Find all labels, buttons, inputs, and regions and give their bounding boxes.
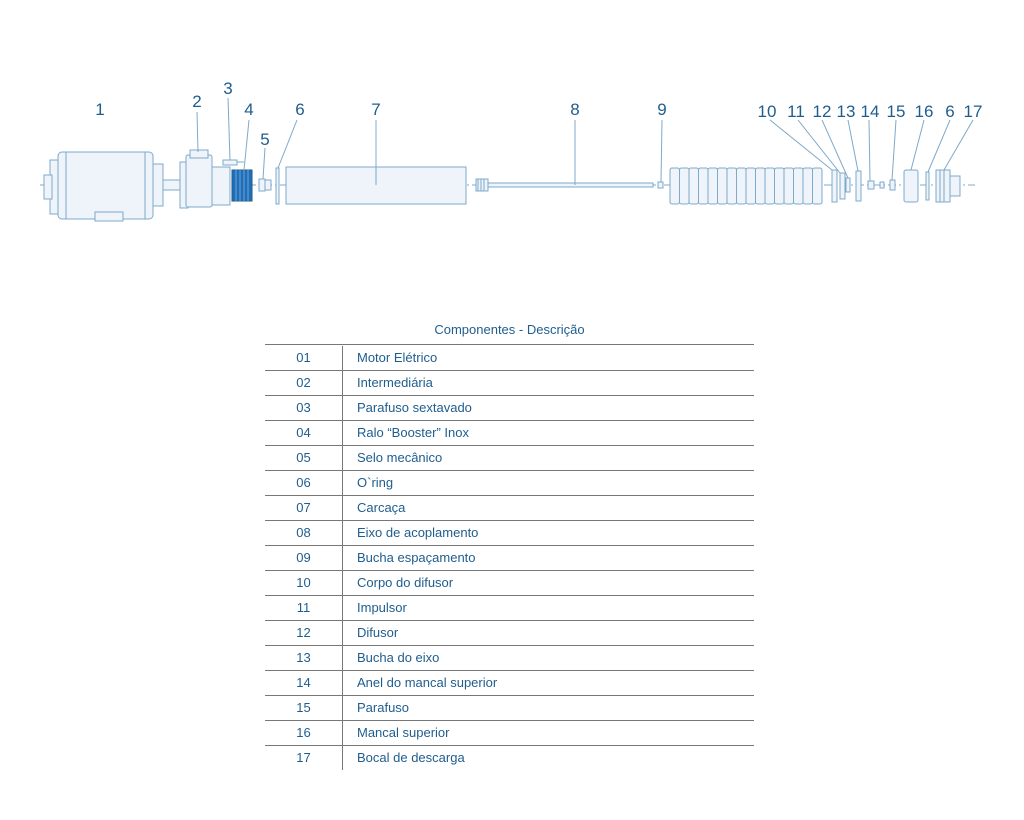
stage-ring xyxy=(765,168,775,204)
component-description: Parafuso xyxy=(343,695,755,720)
component-description: Bucha espaçamento xyxy=(343,545,755,570)
part-motor xyxy=(44,152,181,221)
callout-4: 4 xyxy=(244,100,254,119)
component-code: 05 xyxy=(265,445,343,470)
part-intermediaria xyxy=(180,150,230,208)
part-small-components xyxy=(832,170,895,202)
component-description: Parafuso sextavado xyxy=(343,395,755,420)
component-description: Carcaça xyxy=(343,495,755,520)
components-table-body xyxy=(265,346,754,770)
callout-15: 15 xyxy=(886,102,906,121)
table-row xyxy=(265,645,754,670)
callout-12: 12 xyxy=(812,102,832,121)
component-code: 14 xyxy=(265,670,343,695)
component-code: 16 xyxy=(265,720,343,745)
table-row xyxy=(265,595,754,620)
stage-ring xyxy=(746,168,756,204)
components-table-section xyxy=(265,318,754,770)
callout-1: 1 xyxy=(95,100,105,119)
component-code: 06 xyxy=(265,470,343,495)
component-description: Motor Elétrico xyxy=(343,346,755,371)
component-description: Bucha do eixo xyxy=(343,645,755,670)
diagram-drawing xyxy=(0,0,1024,270)
component-description: Mancal superior xyxy=(343,720,755,745)
component-description: Corpo do difusor xyxy=(343,570,755,595)
callout-8: 8 xyxy=(570,100,580,119)
component-code: 01 xyxy=(265,346,343,371)
callout-2: 2 xyxy=(192,92,202,111)
table-row xyxy=(265,370,754,395)
callout-11: 11 xyxy=(787,102,805,121)
table-row xyxy=(265,346,754,371)
table-row xyxy=(265,520,754,545)
stage-ring xyxy=(737,168,747,204)
component-code: 17 xyxy=(265,745,343,770)
components-table xyxy=(265,344,754,770)
component-code: 03 xyxy=(265,395,343,420)
component-description: Bocal de descarga xyxy=(357,750,465,765)
stage-ring xyxy=(794,168,804,204)
component-code: 07 xyxy=(265,495,343,520)
stage-ring xyxy=(670,168,680,204)
stage-ring xyxy=(803,168,813,204)
component-code: 12 xyxy=(265,620,343,645)
table-caption: Componentes - Descrição xyxy=(434,322,585,337)
part-bucha-espacamento xyxy=(658,182,663,188)
table-row xyxy=(265,570,754,595)
callout-10: 10 xyxy=(757,102,777,121)
table-row xyxy=(265,670,754,695)
exploded-pump-diagram xyxy=(0,0,1024,270)
component-description: Ralo “Booster” Inox xyxy=(343,420,755,445)
callout-7: 7 xyxy=(371,100,381,119)
callout-13: 13 xyxy=(836,102,856,121)
stage-ring xyxy=(813,168,823,204)
stage-ring xyxy=(689,168,699,204)
callout-14: 14 xyxy=(860,102,880,121)
part-stack xyxy=(670,168,822,204)
part-parafuso-sextavado xyxy=(223,160,244,165)
table-row xyxy=(265,620,754,645)
part-oring xyxy=(276,168,279,204)
part-mancal-superior xyxy=(904,170,918,202)
component-description: Eixo de acoplamento xyxy=(343,520,755,545)
part-eixo xyxy=(476,179,653,191)
component-description: O`ring xyxy=(343,470,755,495)
table-row xyxy=(265,445,754,470)
part-ralo-booster xyxy=(232,170,252,201)
component-code: 04 xyxy=(265,420,343,445)
callout-3: 3 xyxy=(223,79,233,98)
component-description: Intermediária xyxy=(343,370,755,395)
stage-ring xyxy=(784,168,794,204)
component-description: Selo mecânico xyxy=(343,445,755,470)
stage-ring xyxy=(680,168,690,204)
stage-ring xyxy=(718,168,728,204)
table-row xyxy=(265,745,754,770)
component-code: 11 xyxy=(265,595,343,620)
table-row xyxy=(265,695,754,720)
callout-16: 16 xyxy=(914,102,934,121)
component-code: 02 xyxy=(265,370,343,395)
callout-6b: 6 xyxy=(945,102,955,121)
callout-5: 5 xyxy=(260,130,270,149)
part-bocal-descarga xyxy=(936,170,960,202)
stage-ring xyxy=(699,168,709,204)
component-description: Impulsor xyxy=(343,595,755,620)
callout-17: 17 xyxy=(963,102,983,121)
part-selo-mecanico xyxy=(259,179,271,191)
table-row xyxy=(265,545,754,570)
table-row xyxy=(265,395,754,420)
table-row xyxy=(265,470,754,495)
component-code: 09 xyxy=(265,545,343,570)
component-code: 15 xyxy=(265,695,343,720)
table-row xyxy=(265,720,754,745)
stage-ring xyxy=(727,168,737,204)
component-description: Anel do mancal superior xyxy=(343,670,755,695)
table-row xyxy=(265,495,754,520)
component-code: 13 xyxy=(265,645,343,670)
callout-6: 6 xyxy=(295,100,305,119)
table-row xyxy=(265,420,754,445)
callout-9: 9 xyxy=(657,100,667,119)
stage-ring xyxy=(756,168,766,204)
part-oring-2 xyxy=(926,172,929,200)
stage-ring xyxy=(775,168,785,204)
component-description: Difusor xyxy=(343,620,755,645)
component-code: 10 xyxy=(265,570,343,595)
component-code: 08 xyxy=(265,520,343,545)
stage-ring xyxy=(708,168,718,204)
